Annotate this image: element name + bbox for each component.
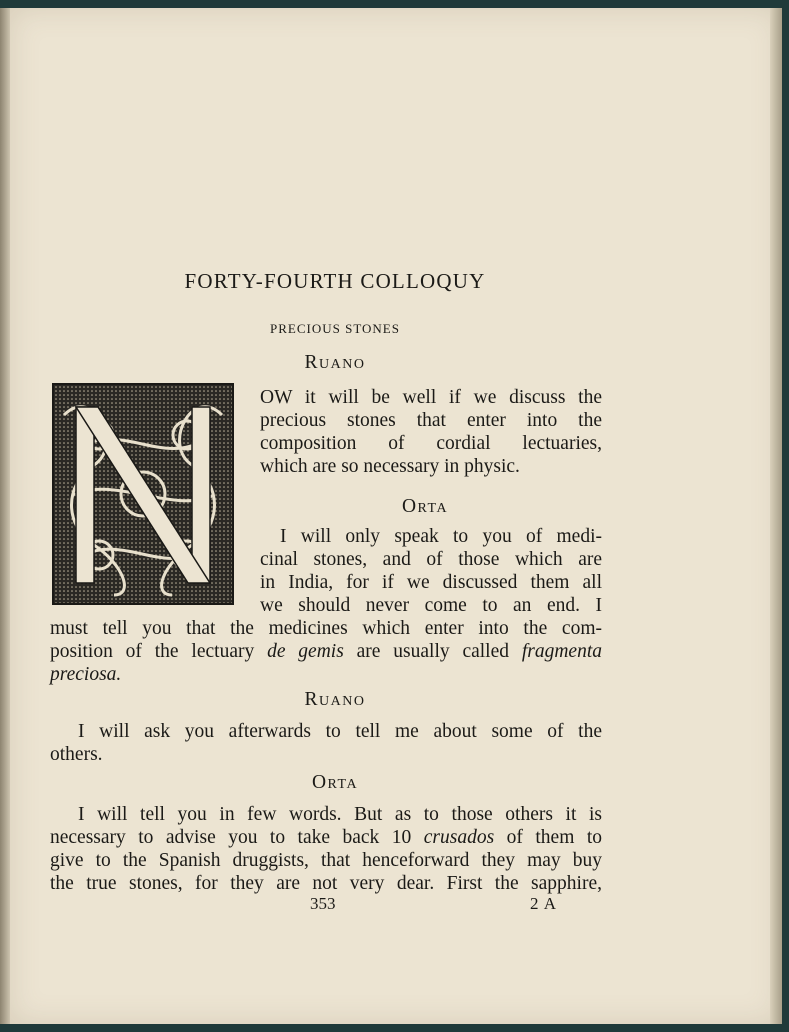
text-line: cinal stones, and of those which are	[260, 549, 602, 570]
text-line: OW it will be well if we discuss the	[260, 387, 602, 408]
text-line: we should never come to an end. I	[260, 595, 602, 616]
text-line: which are so necessary in physic.	[260, 456, 520, 477]
book-page	[10, 8, 780, 1024]
decorative-initial-n	[52, 383, 234, 605]
speaker-label: Ruano	[304, 352, 366, 373]
chapter-title: FORTY-FOURTH COLLOQUY	[184, 269, 486, 293]
text-line: precious stones that enter into the	[260, 410, 602, 431]
text-line	[50, 663, 121, 686]
text-line: in India, for if we discussed them all	[260, 572, 602, 593]
text-line: the true stones, for they are not very dear. First the sapphire,	[50, 873, 602, 894]
signature-mark: 2 A	[530, 894, 558, 913]
speaker-label: Orta	[401, 496, 449, 517]
latin-term: preciosa.	[50, 664, 122, 685]
text-line: must tell you that the medicines which enter into the com-	[50, 618, 602, 639]
text-fragment: of them to	[494, 827, 603, 848]
page-number: 353	[310, 894, 336, 913]
latin-term: de gemis	[267, 641, 344, 662]
text-fragment: necessary to advise you to take back 10	[50, 827, 424, 848]
text-fragment: position of the lectuary	[50, 641, 268, 662]
text-line: others.	[50, 744, 103, 765]
text-line: composition of cordial lectuaries,	[260, 433, 602, 454]
text-line: I will only speak to you of medi-	[280, 526, 602, 547]
text-line	[50, 826, 602, 849]
text-line: give to the Spanish druggists, that henceforward they may buy	[50, 850, 602, 871]
text-fragment: are usually called	[343, 641, 522, 662]
text-line: I will ask you afterwards to tell me about some of the	[78, 721, 602, 742]
ornament-letter-n-icon	[54, 385, 232, 603]
chapter-subtitle: PRECIOUS STONES	[270, 321, 400, 336]
speaker-label: Ruano	[304, 689, 366, 710]
speaker-label: Orta	[311, 772, 359, 793]
latin-term: crusados	[423, 827, 495, 848]
text-line	[50, 640, 602, 663]
latin-term: fragmenta	[521, 641, 603, 662]
page-edge-right	[770, 8, 782, 1024]
text-line: I will tell you in few words. But as to those others it is	[78, 804, 602, 825]
